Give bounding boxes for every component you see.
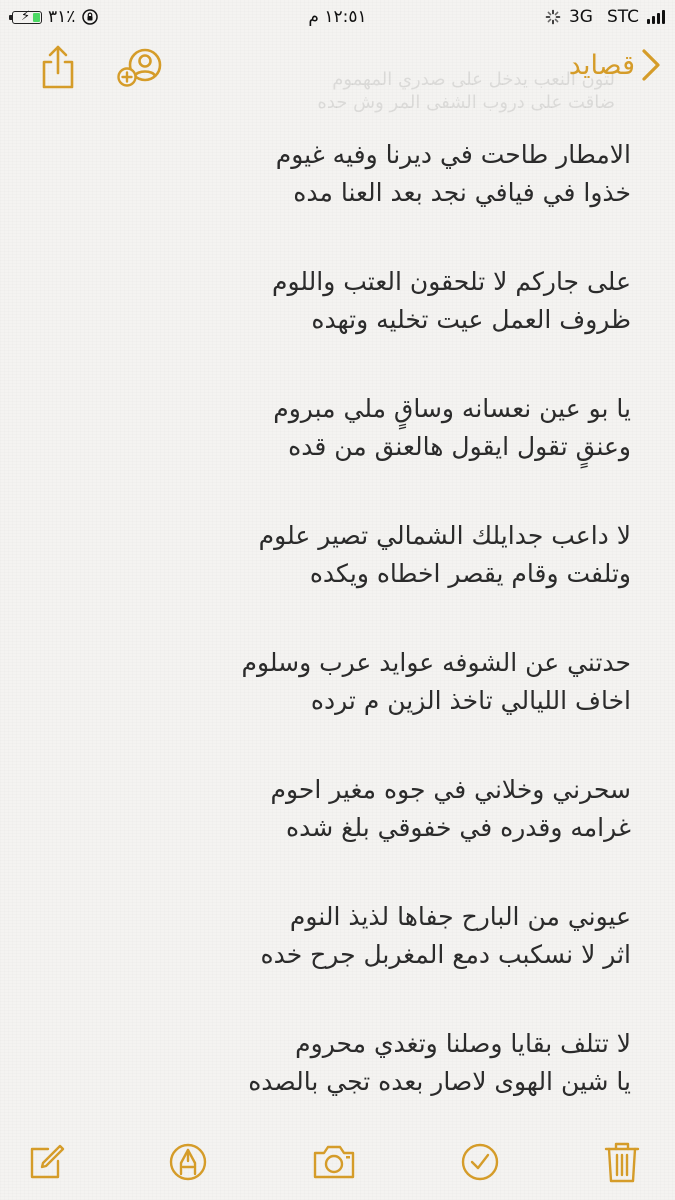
poem-line: يا شين الهوى لاصار بعده تجي بالصده bbox=[248, 1067, 631, 1096]
markup-pen-icon bbox=[167, 1141, 209, 1183]
camera-icon bbox=[311, 1142, 357, 1182]
stanza bbox=[71, 644, 631, 720]
stanza bbox=[71, 263, 631, 339]
activity-spinner-icon bbox=[545, 9, 561, 25]
network-group bbox=[545, 7, 665, 27]
checklist-button[interactable] bbox=[456, 1138, 504, 1186]
stanza bbox=[71, 390, 631, 466]
charging-bolt-icon: ⚡ bbox=[21, 8, 31, 24]
poem-line: ظروف العمل عيت تخليه وتهده bbox=[311, 305, 631, 334]
poem-line: لا تتلف بقايا وصلنا وتغدي محروم bbox=[295, 1029, 631, 1058]
delete-button[interactable] bbox=[598, 1138, 646, 1186]
poem-line: وعنقٍ تقول ايقول هالعنق من قده bbox=[288, 432, 631, 461]
markup-button[interactable] bbox=[164, 1138, 212, 1186]
share-icon bbox=[38, 44, 78, 90]
poem-line: على جاركم لا تلحقون العتب واللوم bbox=[271, 267, 631, 296]
note-body[interactable] bbox=[71, 136, 631, 1152]
poem-line: اخاف الليالي تاخذ الزين م ترده bbox=[310, 686, 631, 715]
poem-line: اثر لا نسكبب دمع المغربل جرح خده bbox=[260, 940, 631, 969]
back-label: قصايد bbox=[568, 49, 635, 81]
poem-line: وتلفت وقام يقصر اخطاه ويكده bbox=[309, 559, 631, 588]
back-button[interactable] bbox=[569, 48, 661, 82]
camera-button[interactable] bbox=[310, 1138, 358, 1186]
nav-bar bbox=[0, 40, 675, 113]
poem-line: الامطار طاحت في ديرنا وفيه غيوم bbox=[275, 140, 631, 169]
poem-line: حدتني عن الشوفه عوايد عرب وسلوم bbox=[241, 648, 631, 677]
status-time: ١٢:٥١ م bbox=[308, 7, 367, 27]
stanza bbox=[71, 898, 631, 974]
compose-icon bbox=[26, 1142, 66, 1182]
stanza bbox=[71, 1025, 631, 1101]
trash-icon bbox=[603, 1140, 641, 1184]
ghost-line: لتون النعب يدخل على صدري المهموم bbox=[332, 69, 615, 90]
poem-line: غرامه وقدره في خفوقي بلغ شده bbox=[286, 813, 631, 842]
poem-line: يا بو عين نعسانه وساقٍ ملي مبروم bbox=[273, 394, 631, 423]
poem-line: خذوا في فيافي نجد بعد العنا مده bbox=[293, 178, 631, 207]
status-bar bbox=[0, 0, 675, 36]
share-button[interactable] bbox=[38, 44, 78, 90]
ghost-line: ضاقت على دروب الشفى المر وش حده bbox=[317, 92, 615, 113]
bottom-toolbar bbox=[0, 1130, 675, 1200]
scrolled-text-shadow bbox=[225, 68, 615, 114]
compose-button[interactable] bbox=[22, 1138, 70, 1186]
poem-line: سحرني وخلاني في جوه مغير احوم bbox=[270, 775, 631, 804]
stanza bbox=[71, 517, 631, 593]
battery-percent: ٣١٪ bbox=[48, 7, 76, 27]
signal-bars-icon bbox=[647, 10, 665, 24]
poem-line: عيوني من البارح جفاها لذيذ النوم bbox=[289, 902, 631, 931]
network-type: 3G bbox=[568, 7, 593, 27]
chevron-right-icon bbox=[641, 48, 661, 82]
checklist-icon bbox=[459, 1141, 501, 1183]
poem-line: لا داعب جدايلك الشمالي تصير علوم bbox=[258, 521, 631, 550]
add-people-button[interactable] bbox=[114, 42, 166, 90]
stanza bbox=[71, 771, 631, 847]
stanza bbox=[71, 136, 631, 212]
carrier-name: STC bbox=[606, 7, 639, 27]
add-person-icon bbox=[114, 42, 166, 90]
